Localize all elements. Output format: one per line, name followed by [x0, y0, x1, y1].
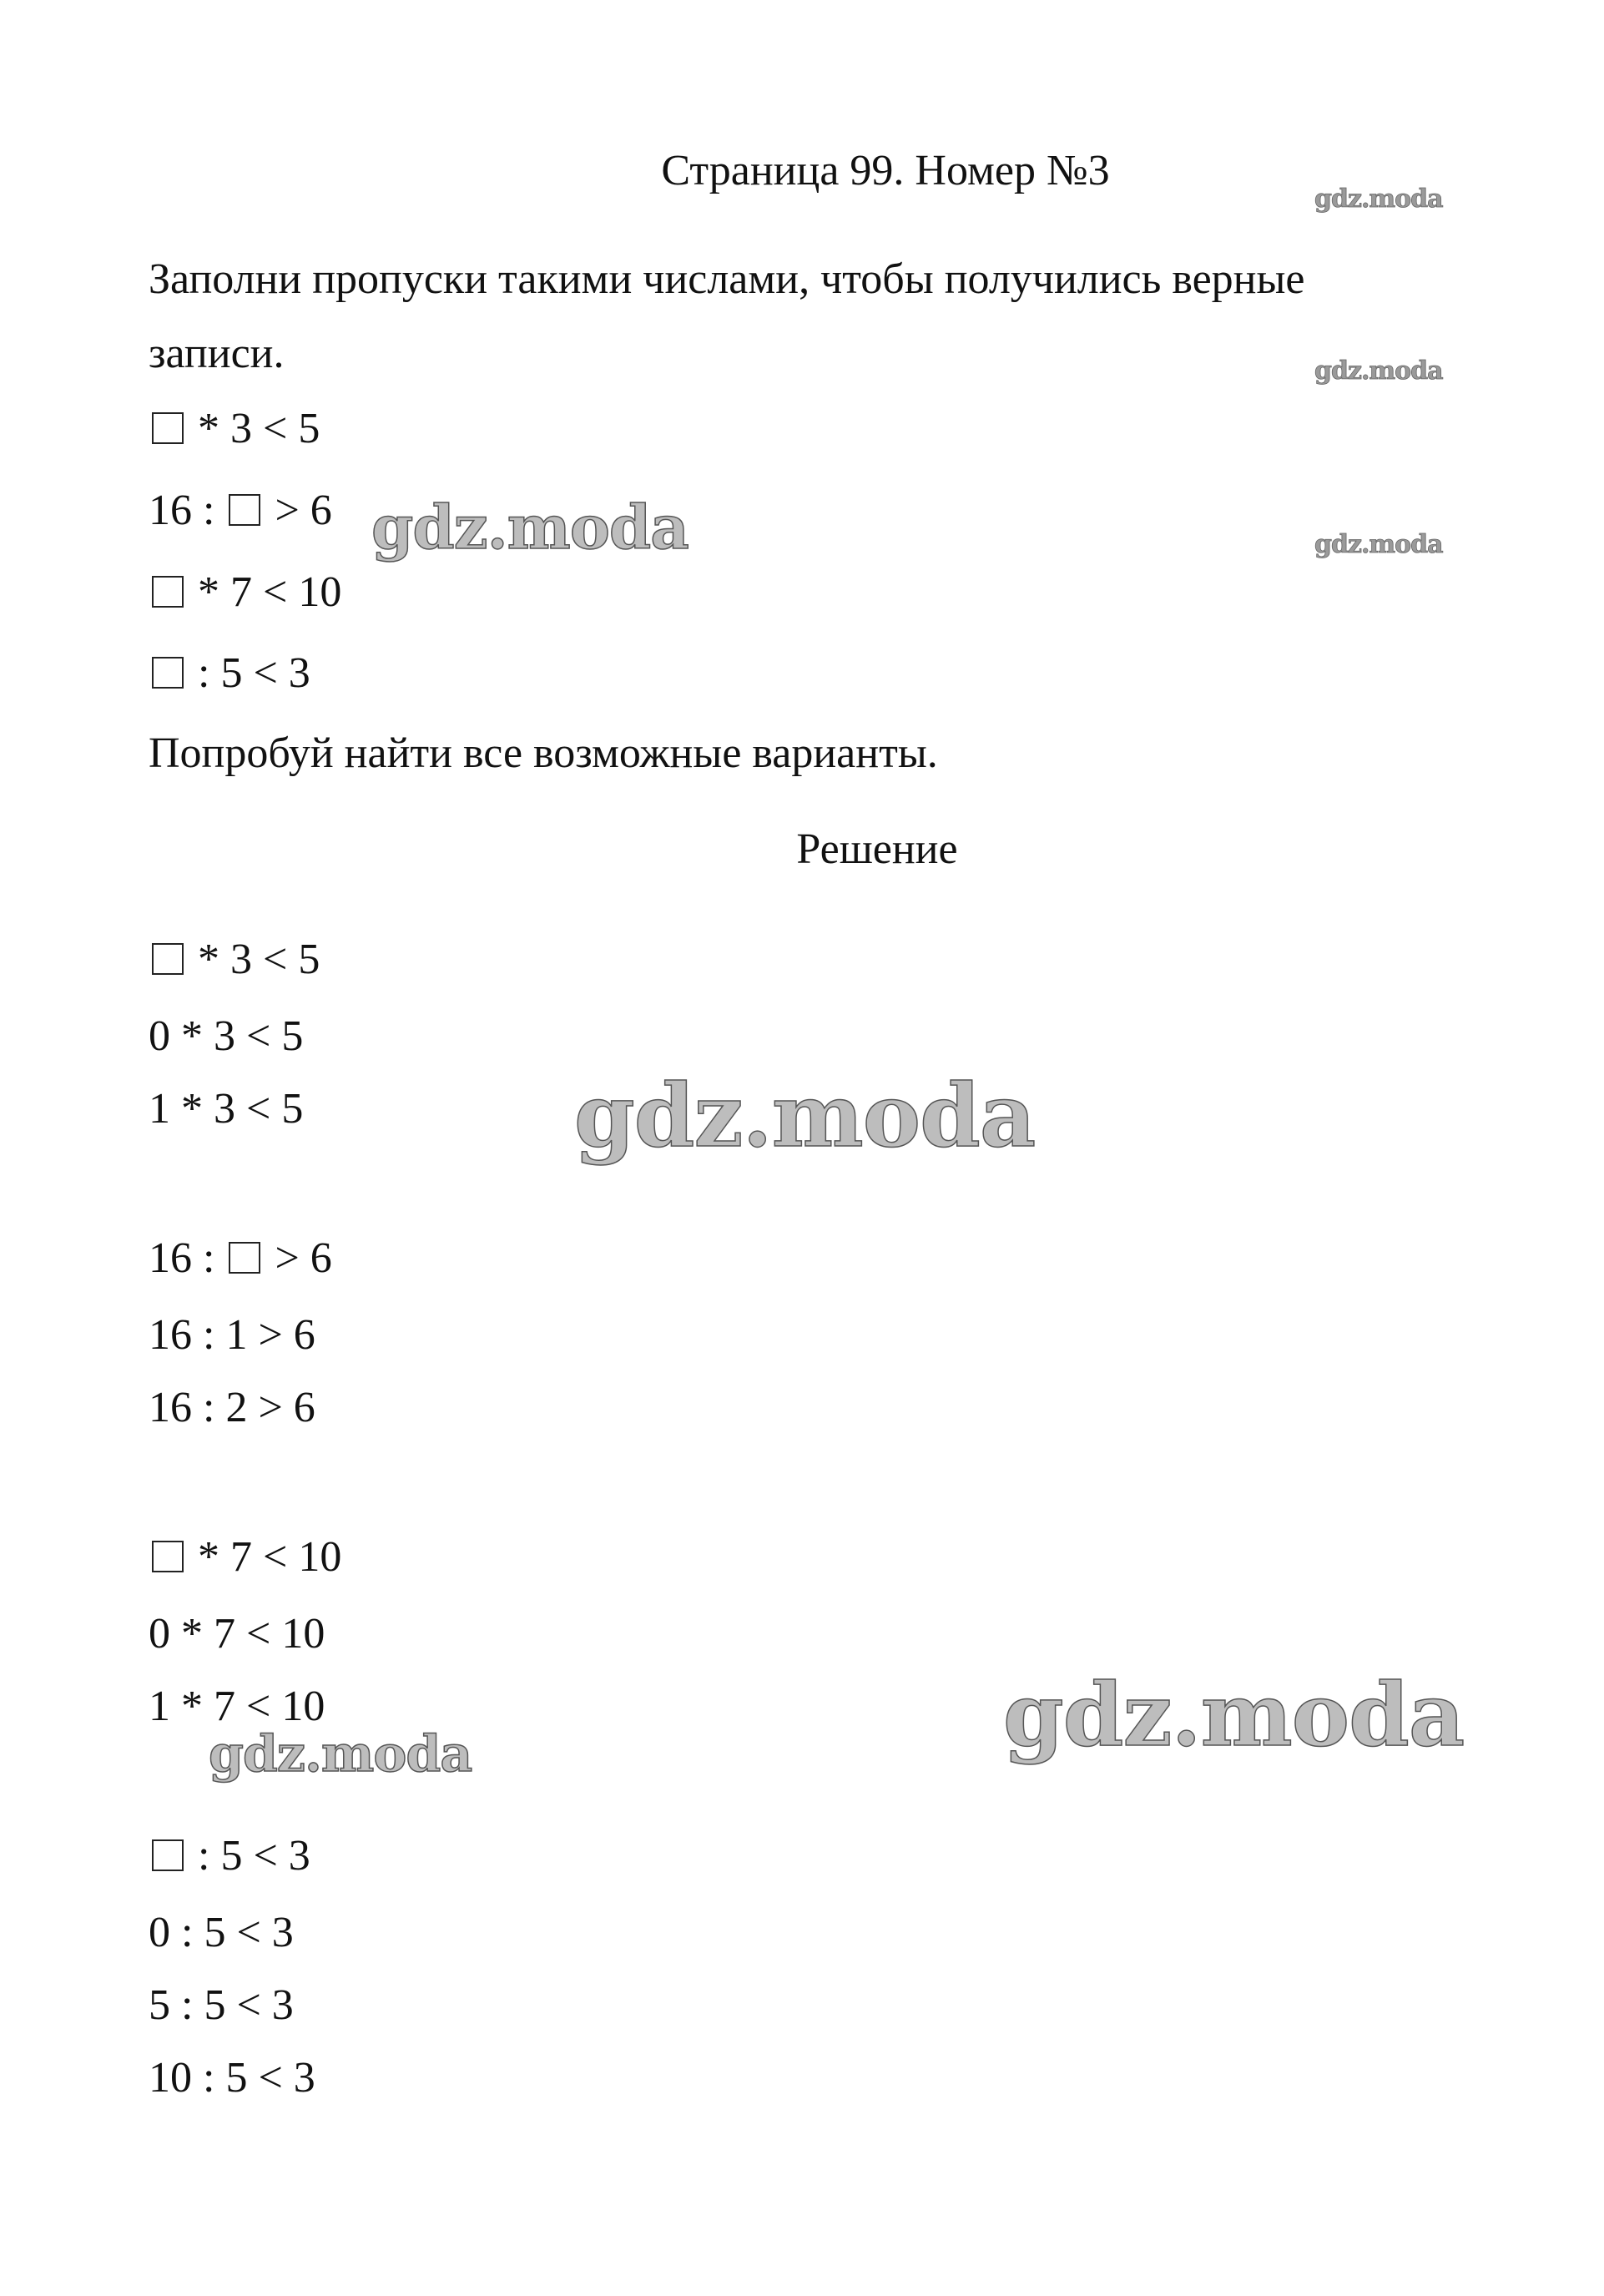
watermark: gdz.moda [371, 492, 689, 563]
empty-box-icon [152, 412, 184, 444]
task-prompt-line-2: записи. [149, 330, 285, 377]
solution-answer: 10 : 5 < 3 [149, 2054, 315, 2102]
expression-suffix: * 3 < 5 [187, 936, 320, 983]
empty-box-icon [152, 943, 184, 975]
solution-heading: Решение [796, 825, 958, 873]
solution-task-3 [149, 1532, 341, 1582]
expression-suffix: * 3 < 5 [187, 405, 320, 452]
solution-answer: 5 : 5 < 3 [149, 1981, 294, 2029]
solution-answer: 16 : 1 > 6 [149, 1311, 315, 1359]
watermark: gdz.moda [209, 1725, 472, 1784]
expression-suffix: * 7 < 10 [187, 568, 342, 616]
expression-suffix: : 5 < 3 [187, 1832, 310, 1880]
solution-answer: 0 : 5 < 3 [149, 1909, 294, 1956]
expression-suffix: > 6 [264, 487, 332, 534]
expression-suffix: : 5 < 3 [187, 649, 310, 697]
solution-task-2 [149, 1234, 332, 1284]
solution-answer: 0 * 7 < 10 [149, 1610, 325, 1658]
empty-box-icon [229, 1242, 260, 1274]
solution-task-1 [149, 935, 320, 985]
watermark: gdz.moda [1314, 356, 1443, 386]
watermark: gdz.moda [1003, 1663, 1465, 1766]
watermark: gdz.moda [1314, 184, 1443, 214]
empty-box-icon [152, 576, 184, 608]
empty-box-icon [152, 1541, 184, 1572]
task-expression-4 [149, 648, 310, 699]
empty-box-icon [152, 1839, 184, 1871]
empty-box-icon [229, 494, 260, 526]
watermark: gdz.moda [574, 1064, 1036, 1167]
task-expression-1 [149, 404, 320, 454]
empty-box-icon [152, 657, 184, 689]
watermark: gdz.moda [1314, 530, 1443, 559]
solution-answer: 1 * 3 < 5 [149, 1085, 304, 1133]
solution-answer: 1 * 7 < 10 [149, 1683, 325, 1730]
expression-prefix: 16 : [149, 487, 226, 534]
task-expression-3 [149, 568, 341, 618]
task-hint: Попробуй найти все возможные варианты. [149, 729, 938, 777]
solution-answer: 16 : 2 > 6 [149, 1384, 315, 1431]
solution-task-4 [149, 1831, 310, 1881]
solution-answer: 0 * 3 < 5 [149, 1012, 304, 1060]
expression-suffix: > 6 [264, 1234, 332, 1282]
expression-prefix: 16 : [149, 1234, 226, 1282]
task-prompt-line-1: Заполни пропуски такими числами, чтобы получились верные [149, 255, 1305, 303]
page-title: Страница 99. Номер №3 [661, 147, 1110, 194]
task-expression-2 [149, 486, 332, 536]
expression-suffix: * 7 < 10 [187, 1533, 342, 1581]
